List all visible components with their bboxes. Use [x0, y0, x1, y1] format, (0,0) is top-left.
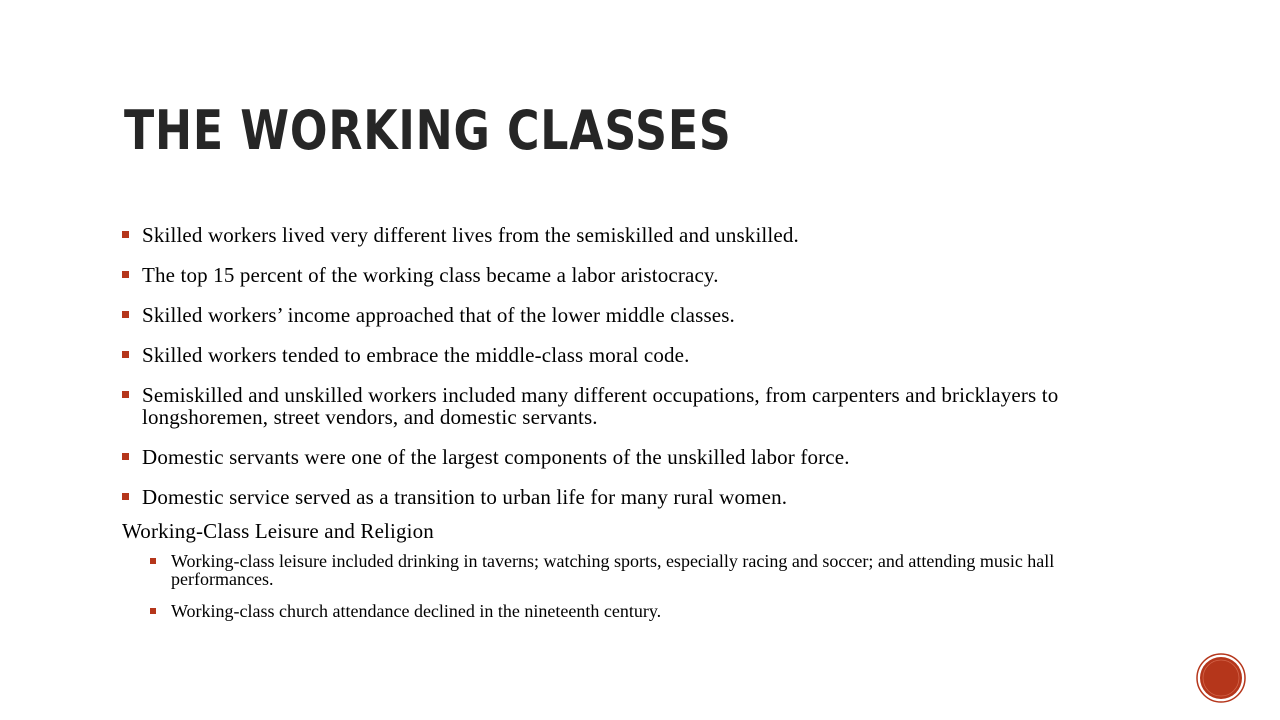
square-bullet-icon: [122, 351, 129, 358]
square-bullet-icon: [122, 311, 129, 318]
square-bullet-icon: [122, 271, 129, 278]
bullet-text: Semiskilled and unskilled workers included many different occupations, from carpenters and bricklayers to longshoremen, street vendors, and domestic servants.: [142, 383, 1059, 429]
sub-bullet-list: [122, 552, 1132, 620]
square-bullet-icon: [122, 231, 129, 238]
bullet-item: [122, 304, 1132, 326]
section-heading: Working-Class Leisure and Religion: [122, 519, 434, 543]
main-bullet-list: [122, 224, 1132, 508]
bullet-item: [122, 486, 1132, 508]
bullet-item: [122, 446, 1132, 468]
bullet-item: [122, 384, 1132, 428]
square-bullet-icon: [122, 493, 129, 500]
bullet-text: Skilled workers tended to embrace the middle-class moral code.: [142, 343, 690, 367]
bullet-item: [122, 264, 1132, 286]
square-bullet-icon: [150, 608, 156, 614]
slide-title: THE WORKING CLASSES: [124, 99, 732, 162]
square-bullet-icon: [122, 391, 129, 398]
sub-bullet-text: Working-class church attendance declined in the nineteenth century.: [171, 601, 662, 621]
circle-logo-icon: [1196, 653, 1246, 703]
sub-bullet-text: Working-class leisure included drinking in taverns; watching sports, especially racing and soccer; and attending music hall performances.: [171, 551, 1055, 589]
square-bullet-icon: [122, 453, 129, 460]
bullet-item: [122, 224, 1132, 246]
bullet-text: Domestic service served as a transition to urban life for many rural women.: [142, 485, 788, 509]
bullet-text: Skilled workers’ income approached that of the lower middle classes.: [142, 303, 735, 327]
sub-bullet-item: [150, 602, 1132, 620]
slide-content: [122, 224, 1132, 634]
square-bullet-icon: [150, 558, 156, 564]
bullet-text: Skilled workers lived very different lives from the semiskilled and unskilled.: [142, 223, 799, 247]
bullet-text: Domestic servants were one of the largest components of the unskilled labor force.: [142, 445, 850, 469]
sub-bullet-item: [150, 552, 1132, 588]
bullet-item: [122, 344, 1132, 366]
bullet-text: The top 15 percent of the working class became a labor aristocracy.: [142, 263, 719, 287]
